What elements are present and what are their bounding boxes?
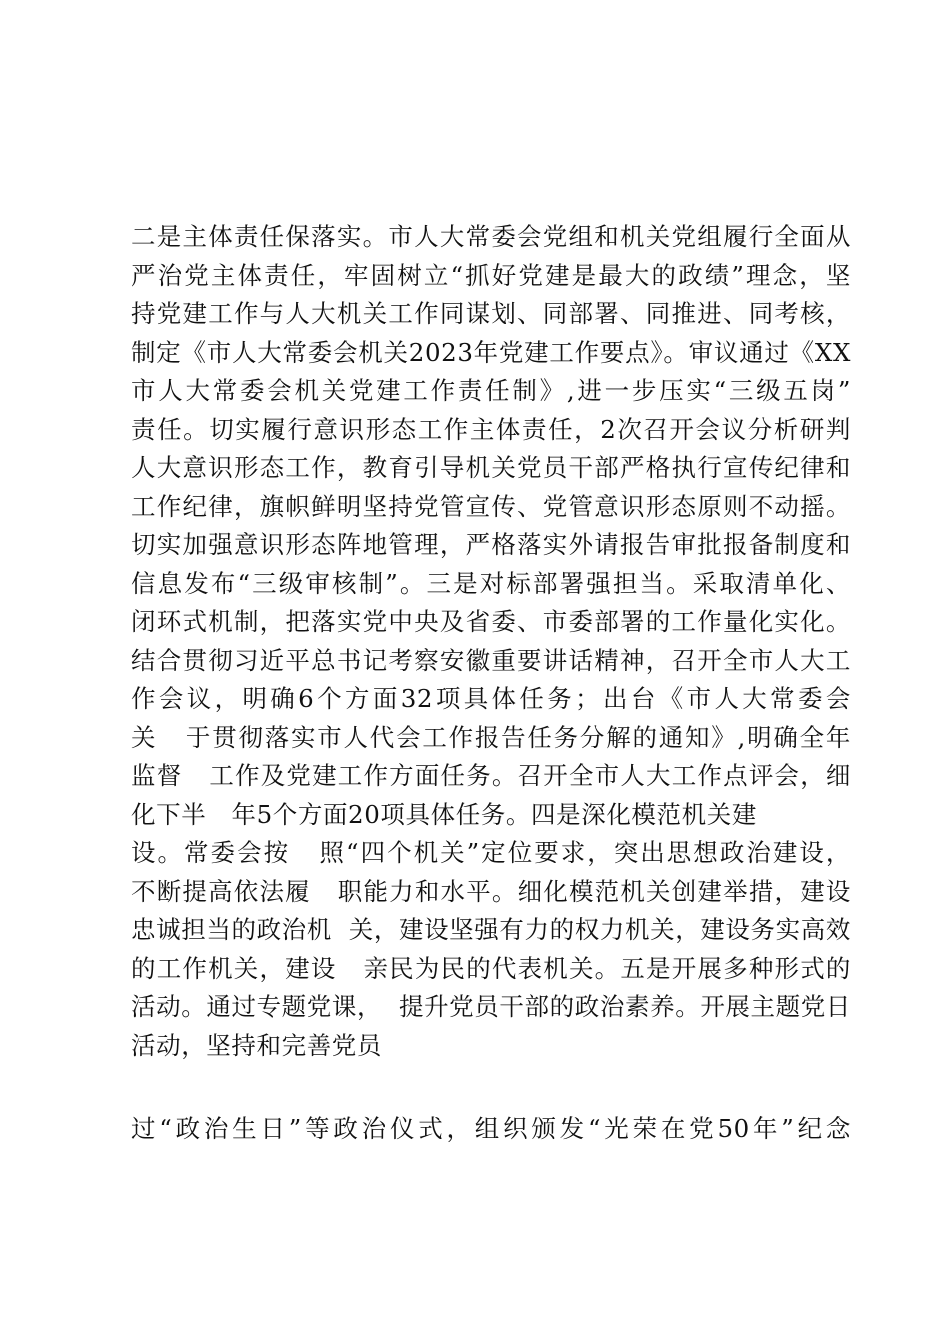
text-line: 制定《市人大常委会机关2023年党建工作要点》。审议通过《XX bbox=[131, 337, 851, 367]
text-line: 设。常委会按 照“四个机关”定位要求，突出思想政治建设， bbox=[131, 838, 851, 867]
text-line: 不断提高依法履 职能力和水平。细化模范机关创建举措，建设 bbox=[131, 876, 851, 906]
text-line: 信息发布“三级审核制”。三是对标部署强担当。采取清单化、 bbox=[131, 568, 851, 598]
continuation-paragraph bbox=[131, 1110, 851, 1149]
text-line: 化下半 年5个方面20项具体任务。四是深化模范机关建 bbox=[131, 799, 757, 829]
text-line: 责任。切实履行意识形态工作主体责任，2次召开会议分析研判 bbox=[131, 414, 851, 444]
text-line: 活动。通过专题党课， 提升党员干部的政治素养。开展主题党日 bbox=[131, 992, 851, 1021]
text-line: 作会议，明确6个方面32项具体任务；出台《市人大常委会 bbox=[131, 684, 851, 713]
text-line: 严治党主体责任，牢固树立“抓好党建是最大的政绩”理念，坚 bbox=[131, 260, 851, 290]
text-line: 切实加强意识形态阵地管理，严格落实外请报告审批报备制度和 bbox=[131, 530, 851, 559]
text-line: 结合贯彻习近平总书记考察安徽重要讲话精神，召开全市人大工 bbox=[131, 645, 851, 675]
text-line: 的工作机关，建设 亲民为民的代表机关。五是开展多种形式的 bbox=[131, 953, 851, 983]
text-line: 工作纪律，旗帜鲜明坚持党管宣传、党管意识形态原则不动摇。 bbox=[131, 491, 851, 521]
text-line: 市人大常委会机关党建工作责任制》,进一步压实“三级五岗” bbox=[131, 376, 851, 405]
text-line: 人大意识形态工作，教育引导机关党员干部严格执行宣传纪律和 bbox=[131, 453, 851, 482]
text-line: 闭环式机制，把落实党中央及省委、市委部署的工作量化实化。 bbox=[131, 607, 851, 636]
text-line: 关 于贯彻落实市人代会工作报告任务分解的通知》,明确全年 bbox=[131, 722, 851, 752]
body-paragraph bbox=[131, 218, 851, 1065]
text-line: 持党建工作与人大机关工作同谋划、同部署、同推进、同考核， bbox=[131, 299, 851, 328]
text-line: 过“政治生日”等政治仪式，组织颁发“光荣在党50年”纪念 bbox=[131, 1114, 851, 1143]
text-line: 二是主体责任保落实。市人大常委会党组和机关党组履行全面从 bbox=[131, 222, 851, 251]
text-line: 忠诚担当的政治机 关，建设坚强有力的权力机关，建设务实高效 bbox=[131, 915, 851, 944]
text-line: 监督 工作及党建工作方面任务。召开全市人大工作点评会，细 bbox=[131, 761, 851, 790]
text-line: 活动，坚持和完善党员 bbox=[131, 1030, 382, 1060]
